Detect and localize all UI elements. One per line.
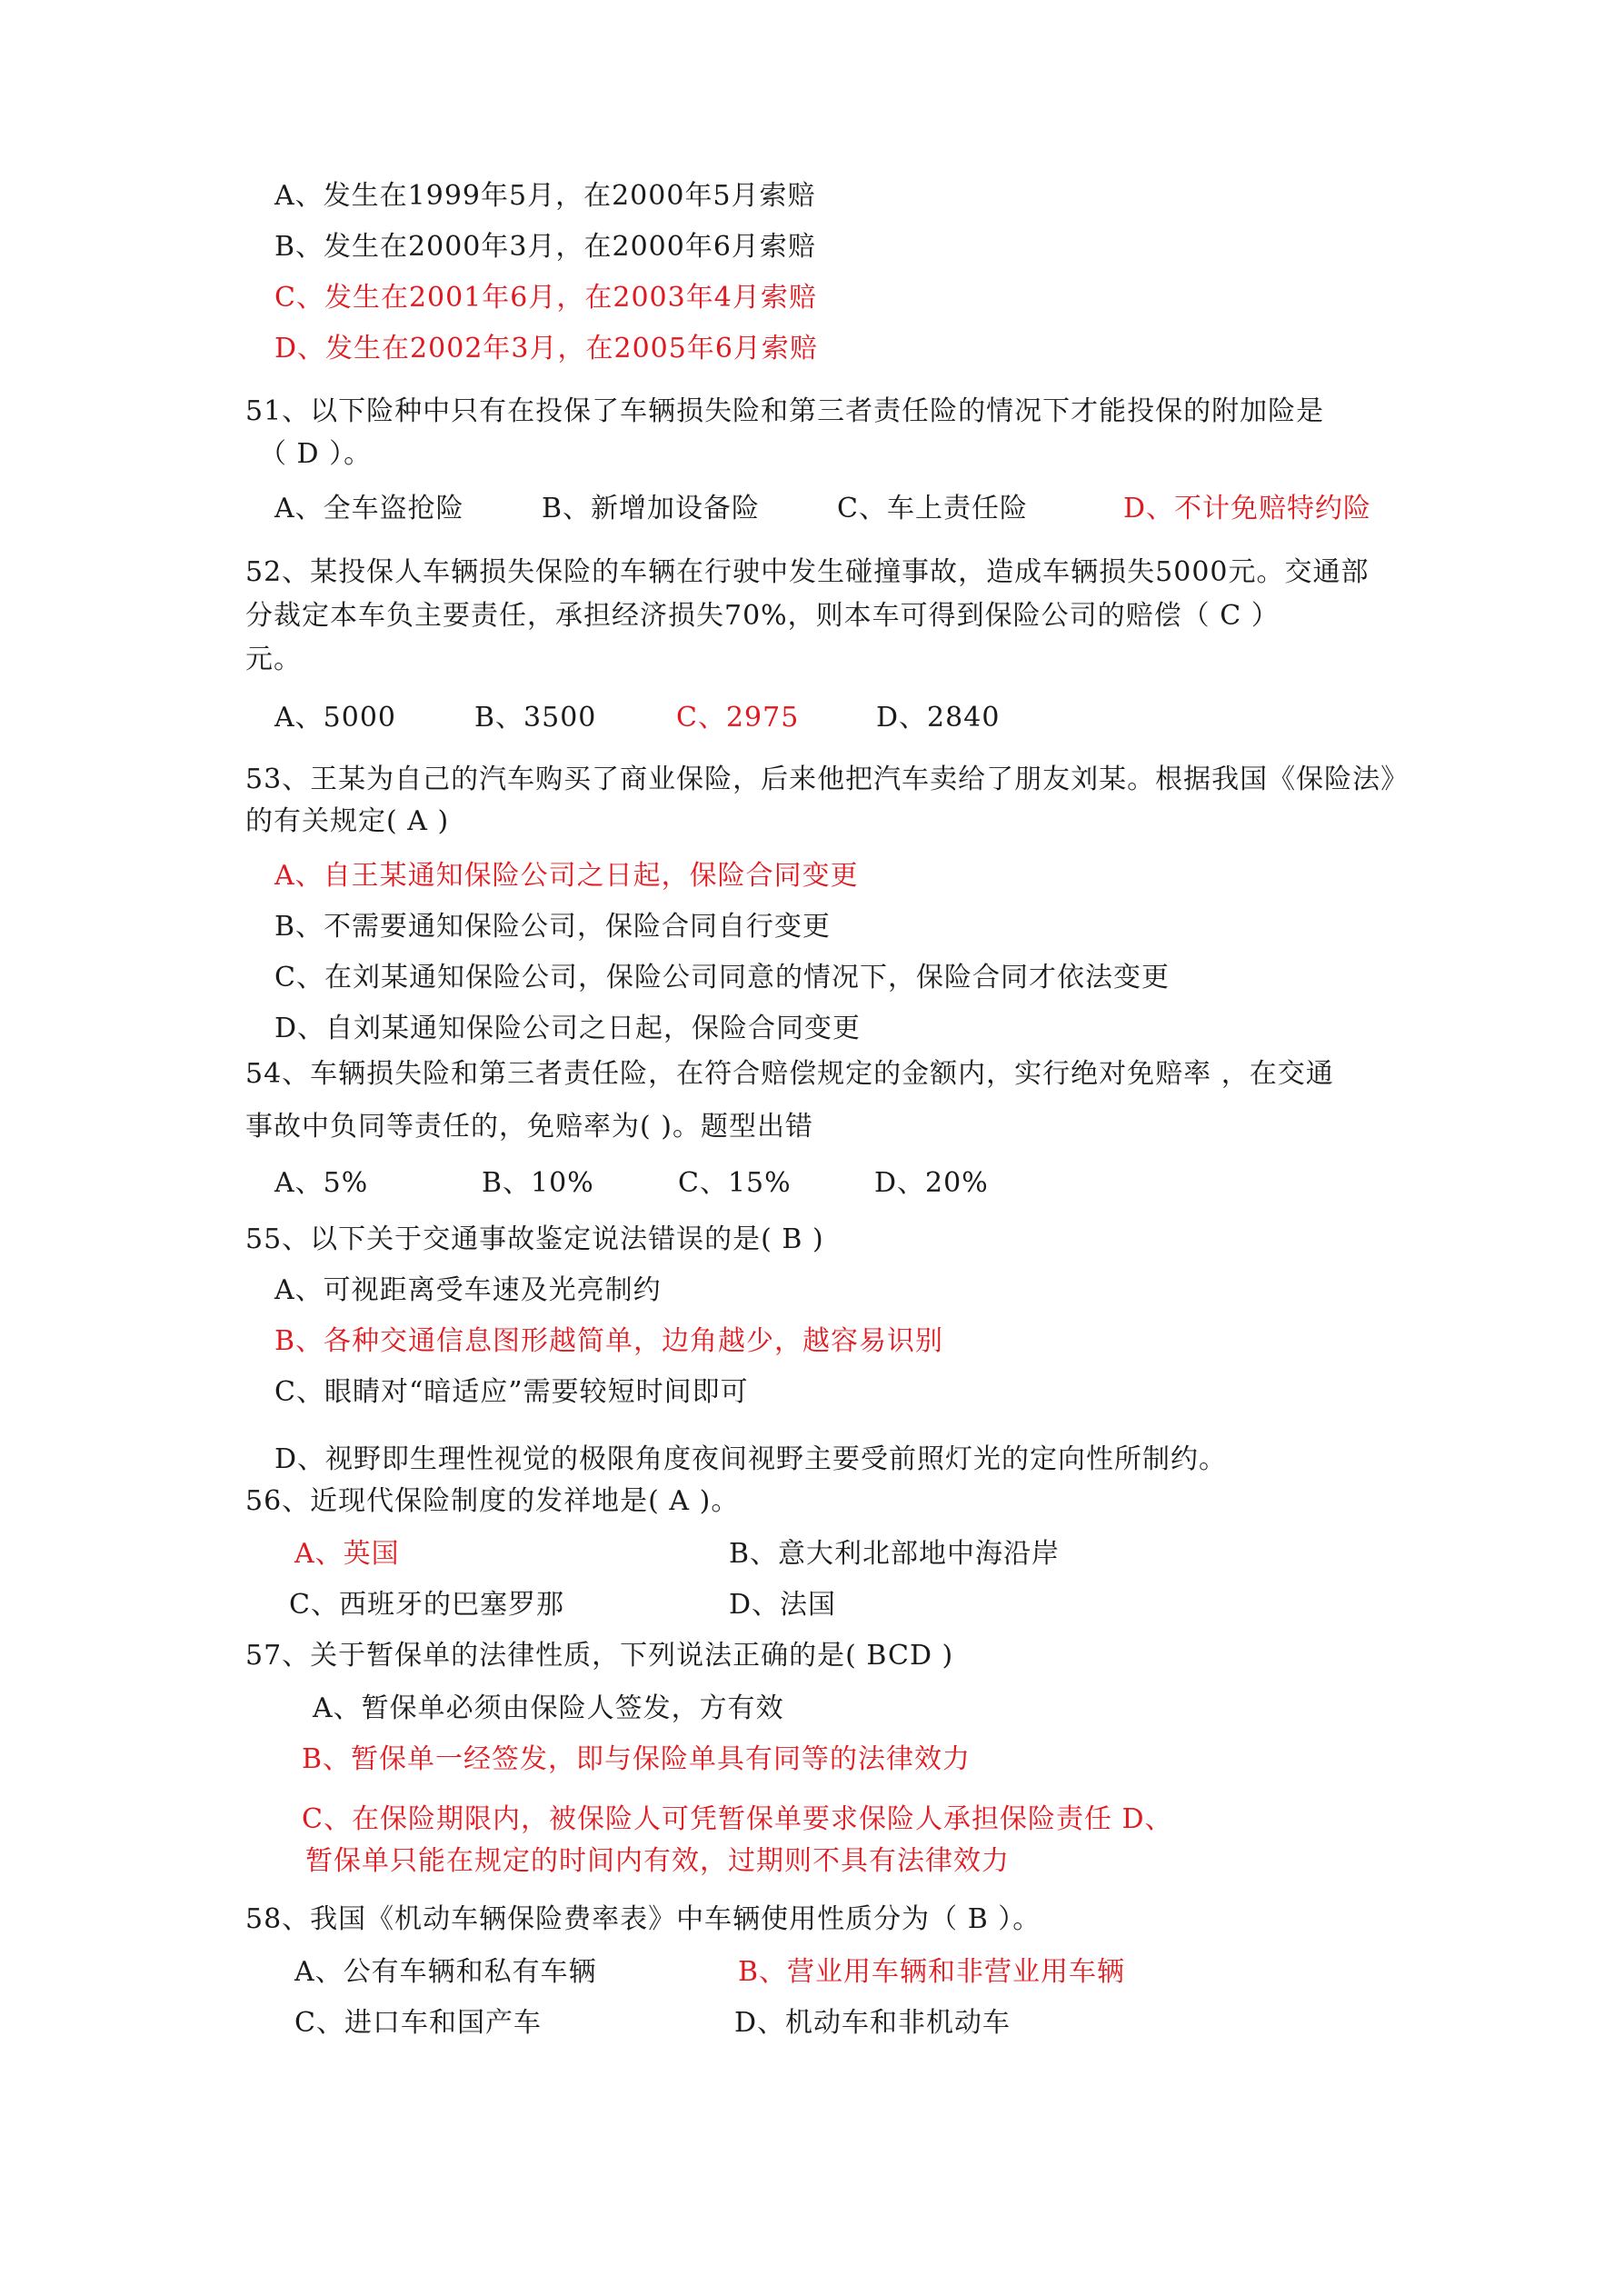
q58-option-a: A、公有车辆和私有车辆	[294, 1956, 597, 1988]
q52-question-line2: 分裁定本车负主要责任，承担经济损失70%，则本车可得到保险公司的赔偿（ C ）	[245, 600, 1280, 632]
q56-option-b: B、意大利北部地中海沿岸	[729, 1538, 1061, 1570]
q54-option-c: C、15%	[678, 1167, 792, 1199]
q54-option-d: D、20%	[874, 1167, 989, 1199]
q51-option-d: D、不计免赔特约险	[1123, 493, 1372, 524]
q52-question-line1: 52、某投保人车辆损失保险的车辆在行驶中发生碰撞事故，造成车辆损失5000元。交通部	[245, 556, 1370, 588]
q53-question-line2: 的有关规定( A )	[245, 805, 450, 837]
q51-option-c: C、车上责任险	[837, 493, 1028, 524]
q55-option-a: A、可视距离受车速及光亮制约	[274, 1274, 662, 1306]
q53-option-d: D、自刘某通知保险公司之日起，保险合同变更	[274, 1013, 862, 1044]
q50-option-b: B、发生在2000年3月，在2000年6月索赔	[274, 231, 816, 263]
q58-question: 58、我国《机动车辆保险费率表》中车辆使用性质分为（ B ）。	[245, 1903, 1041, 1935]
q52-option-a: A、5000	[274, 702, 397, 734]
q53-option-c: C、在刘某通知保险公司，保险公司同意的情况下，保险合同才依法变更	[274, 962, 1170, 993]
q57-option-a: A、暂保单必须由保险人签发，方有效	[313, 1692, 784, 1724]
q51-option-b: B、新增加设备险	[542, 493, 761, 524]
q58-option-c: C、进口车和国产车	[294, 2007, 542, 2039]
q50-option-c: C、发生在2001年6月，在2003年4月索赔	[274, 282, 817, 314]
q54-question-line2: 事故中负同等责任的，免赔率为( )。题型出错	[245, 1111, 813, 1143]
q55-option-b: B、各种交通信息图形越简单，边角越少，越容易识别	[274, 1325, 944, 1357]
q57-option-d: 暂保单只能在规定的时间内有效，过期则不具有法律效力	[305, 1845, 1010, 1877]
q54-question-line1: 54、车辆损失险和第三者责任险，在符合赔偿规定的金额内，实行绝对免赔率 ，在交通	[245, 1058, 1334, 1090]
q58-option-d: D、机动车和非机动车	[734, 2007, 1011, 2039]
q50-option-a: A、发生在1999年5月，在2000年5月索赔	[274, 180, 816, 212]
q55-option-c: C、眼睛对“暗适应”需要较短时间即可	[274, 1376, 749, 1408]
q54-option-a: A、5%	[274, 1167, 369, 1199]
q52-option-c: C、2975	[676, 702, 800, 734]
q57-option-b: B、暂保单一经签发，即与保险单具有同等的法律效力	[302, 1743, 971, 1775]
q57-option-c: C、在保险期限内，被保险人可凭暂保单要求保险人承担保险责任 D、	[302, 1803, 1173, 1835]
q51-answer-blank: （ D ）。	[259, 438, 373, 470]
q52-option-d: D、2840	[876, 702, 1001, 734]
q52-option-b: B、3500	[474, 702, 597, 734]
q51-question: 51、以下险种中只有在投保了车辆损失险和第三者责任险的情况下才能投保的附加险是	[245, 395, 1325, 427]
q53-option-b: B、不需要通知保险公司，保险合同自行变更	[274, 911, 832, 943]
q53-option-a: A、自王某通知保险公司之日起，保险合同变更	[274, 860, 859, 892]
q58-option-b: B、营业用车辆和非营业用车辆	[738, 1956, 1126, 1988]
q52-question-line3: 元。	[245, 644, 302, 675]
q55-option-d: D、视野即生理性视觉的极限角度夜间视野主要受前照灯光的定向性所制约。	[274, 1443, 1228, 1475]
q57-question: 57、关于暂保单的法律性质，下列说法正确的是( BCD )	[245, 1640, 954, 1672]
q54-option-b: B、10%	[482, 1167, 594, 1199]
q56-option-a: A、英国	[294, 1538, 400, 1570]
q56-question: 56、近现代保险制度的发祥地是( A )。	[245, 1485, 740, 1517]
q56-option-c: C、西班牙的巴塞罗那	[289, 1589, 564, 1621]
q50-option-d: D、发生在2002年3月，在2005年6月索赔	[274, 333, 818, 364]
q56-option-d: D、法国	[729, 1589, 837, 1621]
q55-question: 55、以下关于交通事故鉴定说法错误的是( B )	[245, 1223, 824, 1255]
q53-question-line1: 53、王某为自己的汽车购买了商业保险，后来他把汽车卖给了朋友刘某。根据我国《保险法》	[245, 764, 1410, 795]
q51-option-a: A、全车盗抢险	[274, 493, 464, 524]
